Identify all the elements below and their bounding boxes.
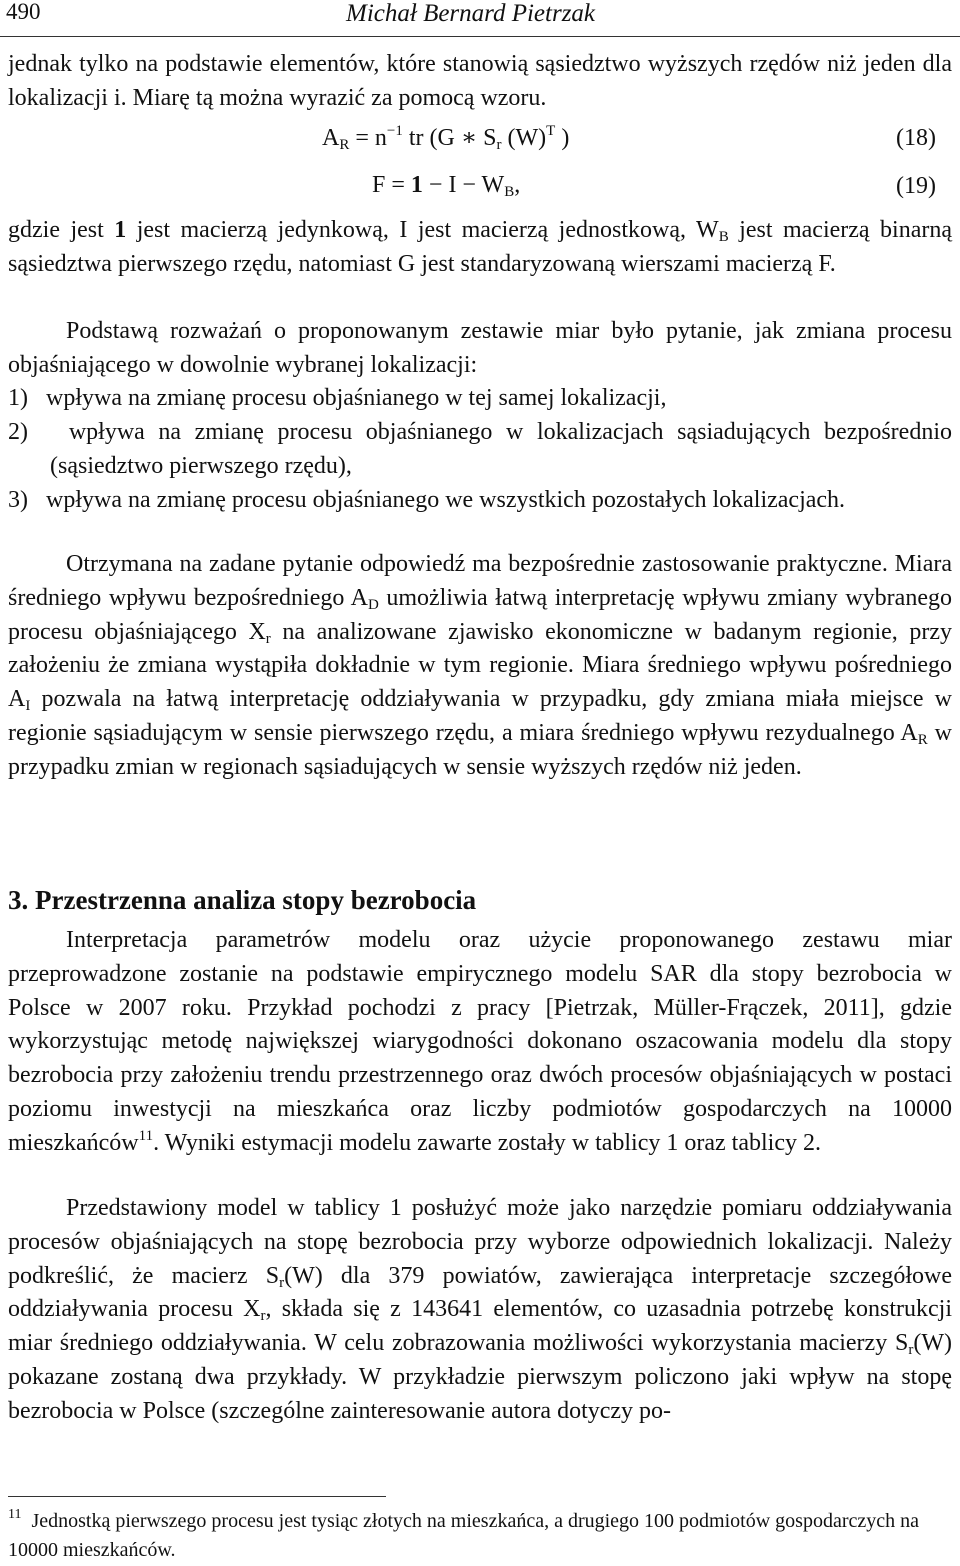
intro-paragraph: jednak tylko na podstawie elementów, które stanowią sąsiedztwo wyższych rzędów niż jeden dla lokalizacji i. Miarę tą można wyrazić za pomocą wzoru.: [8, 51, 952, 111]
footnote-mark: 11: [8, 1507, 22, 1522]
eq19-rhs-sub: B: [504, 184, 515, 200]
eq18-lhs-sub: R: [339, 137, 350, 153]
answer-sub-r: r: [265, 630, 271, 647]
footnote-text: Jednostką pierwszego procesu jest tysiąc złotych na mieszkańca, a drugiego 100 podmiotów gospodarczych na 10000 mieszkańców.: [8, 1510, 919, 1561]
footnote-rule: [8, 1496, 386, 1497]
definitions-paragraph: [8, 214, 952, 282]
answer-part2: umożliwia łatwą interpretację wpływu zmiany wybranego procesu objaśniającego X: [8, 584, 952, 645]
list-text: wpływa na zmianę procesu objaśnianego we wszystkich pozostałych lokalizacjach.: [46, 487, 846, 513]
answer-sub-i: I: [25, 698, 31, 715]
list-item: [8, 382, 952, 416]
question-paragraph: Podstawą rozważań o proponowanym zestawie miar było pytanie, jak zmiana procesu objaśniającego w dowolnie wybranej lokalizacji:: [8, 318, 952, 378]
eq19-rhs-c: ,: [514, 172, 521, 198]
list-item: [8, 484, 952, 518]
list-number: 3): [8, 487, 28, 513]
header-rule: [0, 36, 960, 37]
eq18-rhs-b: tr (G ∗ S: [408, 125, 497, 151]
answer-sub-r2: R: [917, 731, 928, 748]
list-number: 2): [8, 419, 28, 445]
section-title: 3. Przestrzenna analiza stopy bezrobocia: [8, 885, 477, 915]
section-p2-sub1: r: [279, 1274, 285, 1291]
answer-part3: na analizowane zjawisko ekonomiczne w badanym regionie, przy założeniu że zmiana wystąpiła dokładnie w tym regionie. Miara średniego wpływu pośredniego A: [8, 618, 953, 713]
page-header: [0, 0, 960, 30]
section-p2-sub3: r: [908, 1342, 914, 1359]
section-p2-part3: , składa się z 143641 elementów, co uzasadnia potrzebę konstrukcji miar średniego oddziaływania. W celu zobrazowania możliwości wykorzystania macierzy S: [8, 1296, 952, 1357]
section-p1-part2: . Wyniki estymacji modelu zawarte zostały w tablicy 1 oraz tablicy 2.: [153, 1129, 821, 1156]
eq18-rhs-a: = n: [355, 125, 387, 151]
answer-sub-d: D: [367, 596, 379, 613]
answer-part5: w przypadku zmian w regionach sąsiadujących w sensie wyższych rzędów niż jeden.: [8, 719, 952, 780]
eq19-one: 1: [410, 172, 423, 198]
eq18-lhs: A: [322, 125, 340, 151]
eq18-rhs-sup: −1: [386, 123, 403, 139]
list-text: wpływa na zmianę procesu objaśnianego w tej samej lokalizacji,: [46, 385, 667, 411]
running-head: Michał Bernard Pietrzak: [346, 0, 596, 27]
list-text: wpływa na zmianę procesu objaśnianego w lokalizacjach sąsiadujących bezpośrednio (sąsiedztwo pierwszego rzędu),: [50, 419, 952, 479]
eq19-rhs-a: =: [391, 172, 411, 198]
equation-19: [372, 172, 520, 199]
eq19-lhs: F: [372, 172, 386, 198]
footnote-reference[interactable]: 11: [138, 1127, 154, 1144]
def-part1: gdzie jest: [8, 217, 115, 243]
list-item: [8, 416, 952, 484]
footnote: [8, 1508, 952, 1563]
equation-19-number: (19): [896, 173, 936, 199]
section-p2-part1: Przedstawiony model w tablicy 1 posłużyć może jako narzędzie pomiaru oddziaływania procesów objaśniających na stopę bezrobocia przy wyborze odpowiednich lokalizacji. Należy podkreślić, że macierz S: [8, 1195, 952, 1289]
equation-18-number: (18): [896, 125, 936, 151]
equation-18: [322, 123, 569, 152]
def-sub-b: B: [718, 229, 729, 245]
section-p2-sub2: r: [260, 1308, 266, 1325]
section-p2-part4: (W) pokazane zostaną dwa przykłady. W przykładzie pierwszym policzono jaki wpływ na stopę bezrobocia w Polsce (szczególne zainteresowanie autora dotyczy po-: [8, 1330, 952, 1424]
eq18-rhs-sup2: T: [546, 123, 556, 139]
eq18-rhs-d: ): [561, 125, 570, 151]
section-paragraph-1: [8, 924, 952, 1161]
section-p2-part2: (W) dla 379 powiatów, zawierająca interpretacje szczegółowe oddziaływania procesu X: [8, 1262, 952, 1323]
eq18-rhs-sub: r: [496, 137, 502, 153]
def-bold-one: 1: [114, 217, 127, 243]
def-part3: jest macierzą binarną sąsiedztwa pierwszego rzędu, natomiast G jest standaryzowaną wierszami macierzą F.: [8, 217, 952, 277]
answer-paragraph: [8, 548, 952, 785]
eq18-rhs-c: (W): [507, 125, 547, 151]
list-number: 1): [8, 385, 28, 411]
page-number: 490: [6, 0, 41, 24]
eq19-rhs-b: − I − W: [422, 172, 505, 198]
section-p1-part1: Interpretacja parametrów modelu oraz użycie proponowanego zestawu miar przeprowadzone zostanie na podstawie empirycznego modelu SAR dla stopy bezrobocia w Polsce w 2007 roku. Przykład pochodzi z pracy [Pietrzak, Müller-Frączek, 2011], gdzie wykorzystując metodę największej wiarygodności dokonano oszacowania modelu dla stopy bezrobocia przy założeniu trendu przestrzennego oraz dwóch procesów objaśniających w postaci poziomu inwestycji na mieszkańca oraz liczby podmiotów gospodarczych na 10000 mieszkańców: [8, 927, 952, 1156]
def-part2: jest macierzą jedynkową, I jest macierzą jednostkową, W: [126, 217, 719, 243]
section-paragraph-2: [8, 1192, 952, 1429]
answer-part4: pozwala na łatwą interpretację oddziaływania w przypadku, gdy zmiana miała miejsce w regionie sąsiadującym w sensie pierwszego rzędu, a miara średniego wpływu rezydualnego A: [8, 686, 952, 746]
answer-part1: Otrzymana na zadane pytanie odpowiedź ma bezpośrednie zastosowanie praktyczne. Miara średniego wpływu bezpośredniego A: [8, 551, 952, 611]
